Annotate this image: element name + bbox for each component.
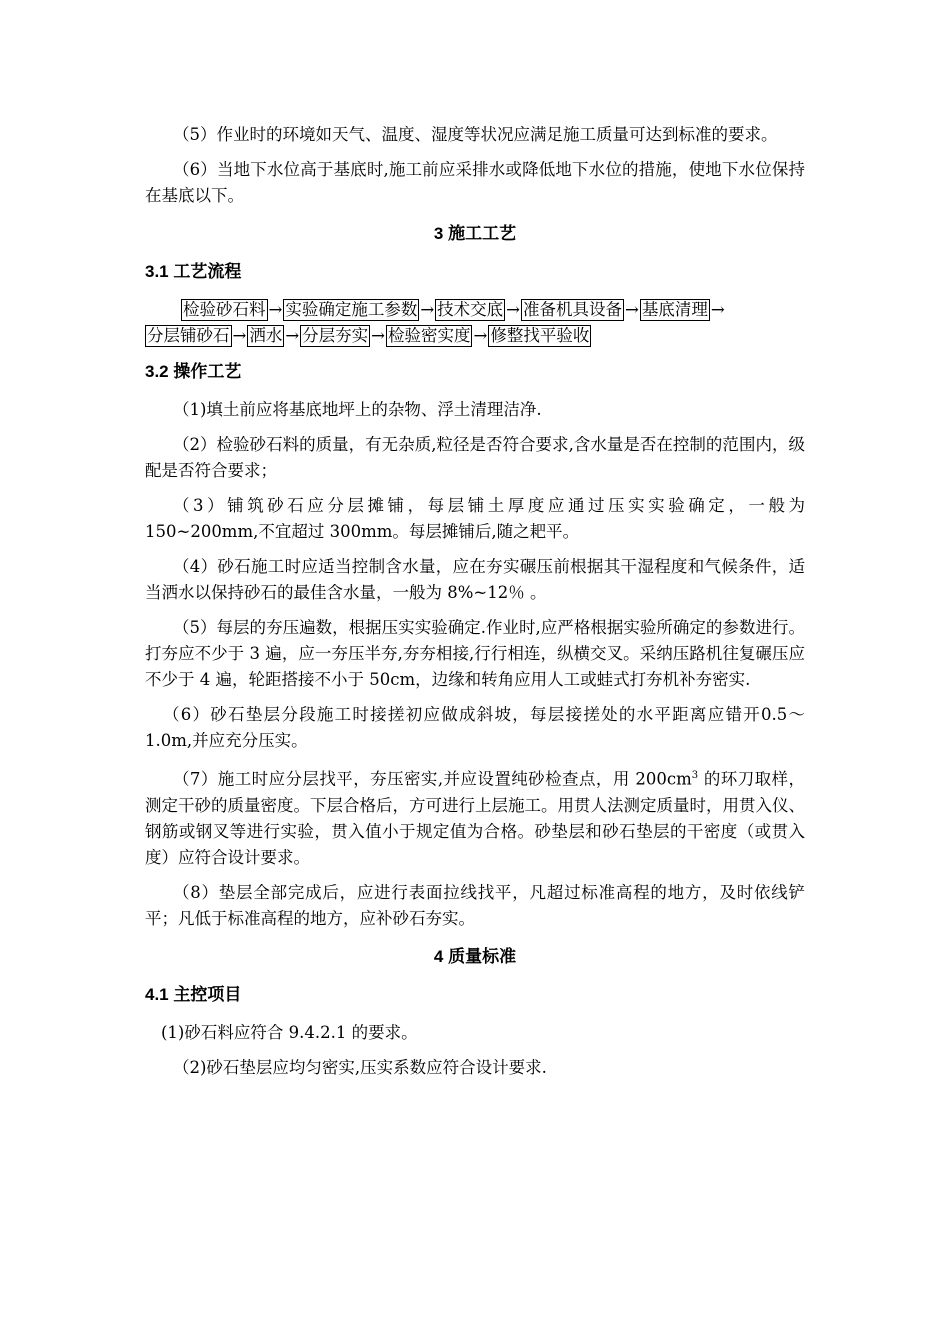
flow-step: 检验砂石料 (183, 300, 266, 319)
flow-step: 洒水 (249, 326, 283, 345)
process-flow-row-1 (145, 297, 805, 323)
item-7-superscript: 3 (691, 770, 699, 781)
main-item-2: （2)砂石垫层应均匀密实,压实系数应符合设计要求. (173, 1057, 547, 1077)
section-4-1-heading: 4.1 主控项目 (145, 984, 242, 1004)
arrow-icon: → (371, 326, 385, 345)
flow-step: 基底清理 (641, 300, 708, 319)
operation-item-1: （1)填土前应将基底地坪上的杂物、浮土清理洁净. (173, 400, 542, 419)
arrow-icon: → (268, 300, 283, 319)
operation-item-8: （8）垫层全部完成后，应进行表面拉线找平，凡超过标准高程的地方，及时依线铲平；凡低于标准高程的地方，应补砂石夯实。 (145, 882, 805, 928)
flow-step: 准备机具设备 (522, 300, 622, 319)
section-3-1-heading: 3.1 工艺流程 (145, 262, 242, 281)
item-7-text-b: 的环刀取样，测定干砂的质量密度。下层合格后，方可进行上层施工。用贯人法测定质量时，用贯入仪、钢筋或钢叉等进行实验，贯入值小于规定值为合格。砂垫层和砂石垫层的干密度（或贯入度）应符合设计要求。 (145, 769, 805, 867)
flow-step: 技术交底 (437, 300, 504, 319)
flow-step: 修整找平验收 (490, 326, 590, 345)
section-3-heading: 3 施工工艺 (433, 224, 517, 243)
arrow-icon: → (506, 300, 520, 319)
section-3-2-heading: 3.2 操作工艺 (145, 362, 242, 381)
operation-item-3: （3）铺筑砂石应分层摊铺，每层铺土厚度应通过压实实验确定，一般为150~200mm,不宜超过 300mm。每层摊铺后,随之耙平。 (145, 496, 805, 541)
document-page (145, 122, 805, 1090)
paragraph-5: （5）作业时的环境如天气、温度、湿度等状况应满足施工质量可达到标准的要求。 (173, 125, 778, 144)
arrow-icon: → (710, 300, 725, 319)
operation-item-5: （5）每层的夯压遍数，根据压实实验确定.作业时,应严格根据实验所确定的参数进行。打夯应不少于 3 遍，应一夯压半夯,夯夯相接,行行相连，纵横交叉。采纳压路机往复碾压应不少于 4 遍，轮距搭接不小于 50cm，边缘和转角应用人工或蛙式打夯机补夯密实. (145, 618, 805, 689)
flow-step: 分层铺砂石 (147, 326, 230, 345)
operation-item-2: （2）检验砂石料的质量，有无杂质,粒径是否符合要求,含水量是否在控制的范围内，级配是否符合要求； (145, 435, 805, 480)
arrow-icon: → (420, 300, 435, 319)
process-flow-row-2 (145, 323, 805, 349)
arrow-icon: → (285, 326, 300, 345)
paragraph-6: （6）当地下水位高于基底时,施工前应采排水或降低地下水位的措施，使地下水位保持在基底以下。 (145, 160, 805, 205)
arrow-icon: → (624, 300, 639, 319)
arrow-icon: → (473, 326, 488, 345)
main-item-1: (1)砂石料应符合 9.4.2.1 的要求。 (161, 1022, 418, 1042)
process-flow (145, 297, 805, 349)
operation-item-6: （6）砂石垫层分段施工时接搓初应做成斜坡，每层接搓处的水平距离应错开0.5～1.0m,并应充分压实。 (145, 705, 805, 750)
operation-item-4: （4）砂石施工时应适当控制含水量，应在夯实碾压前根据其干湿程度和气候条件，适当洒水以保持砂石的最佳含水量，一般为 8%~12％ 。 (145, 557, 805, 602)
flow-step: 分层夯实 (302, 326, 369, 345)
arrow-icon: → (232, 326, 247, 345)
operation-item-7 (145, 763, 805, 871)
section-4-heading: 4 质量标准 (433, 946, 517, 966)
flow-step: 检验密实度 (387, 326, 471, 345)
item-7-text-a: （7）施工时应分层找平，夯压密实,并应设置纯砂检查点，用 200cm (173, 769, 692, 789)
flow-step: 实验确定施工参数 (285, 300, 418, 319)
